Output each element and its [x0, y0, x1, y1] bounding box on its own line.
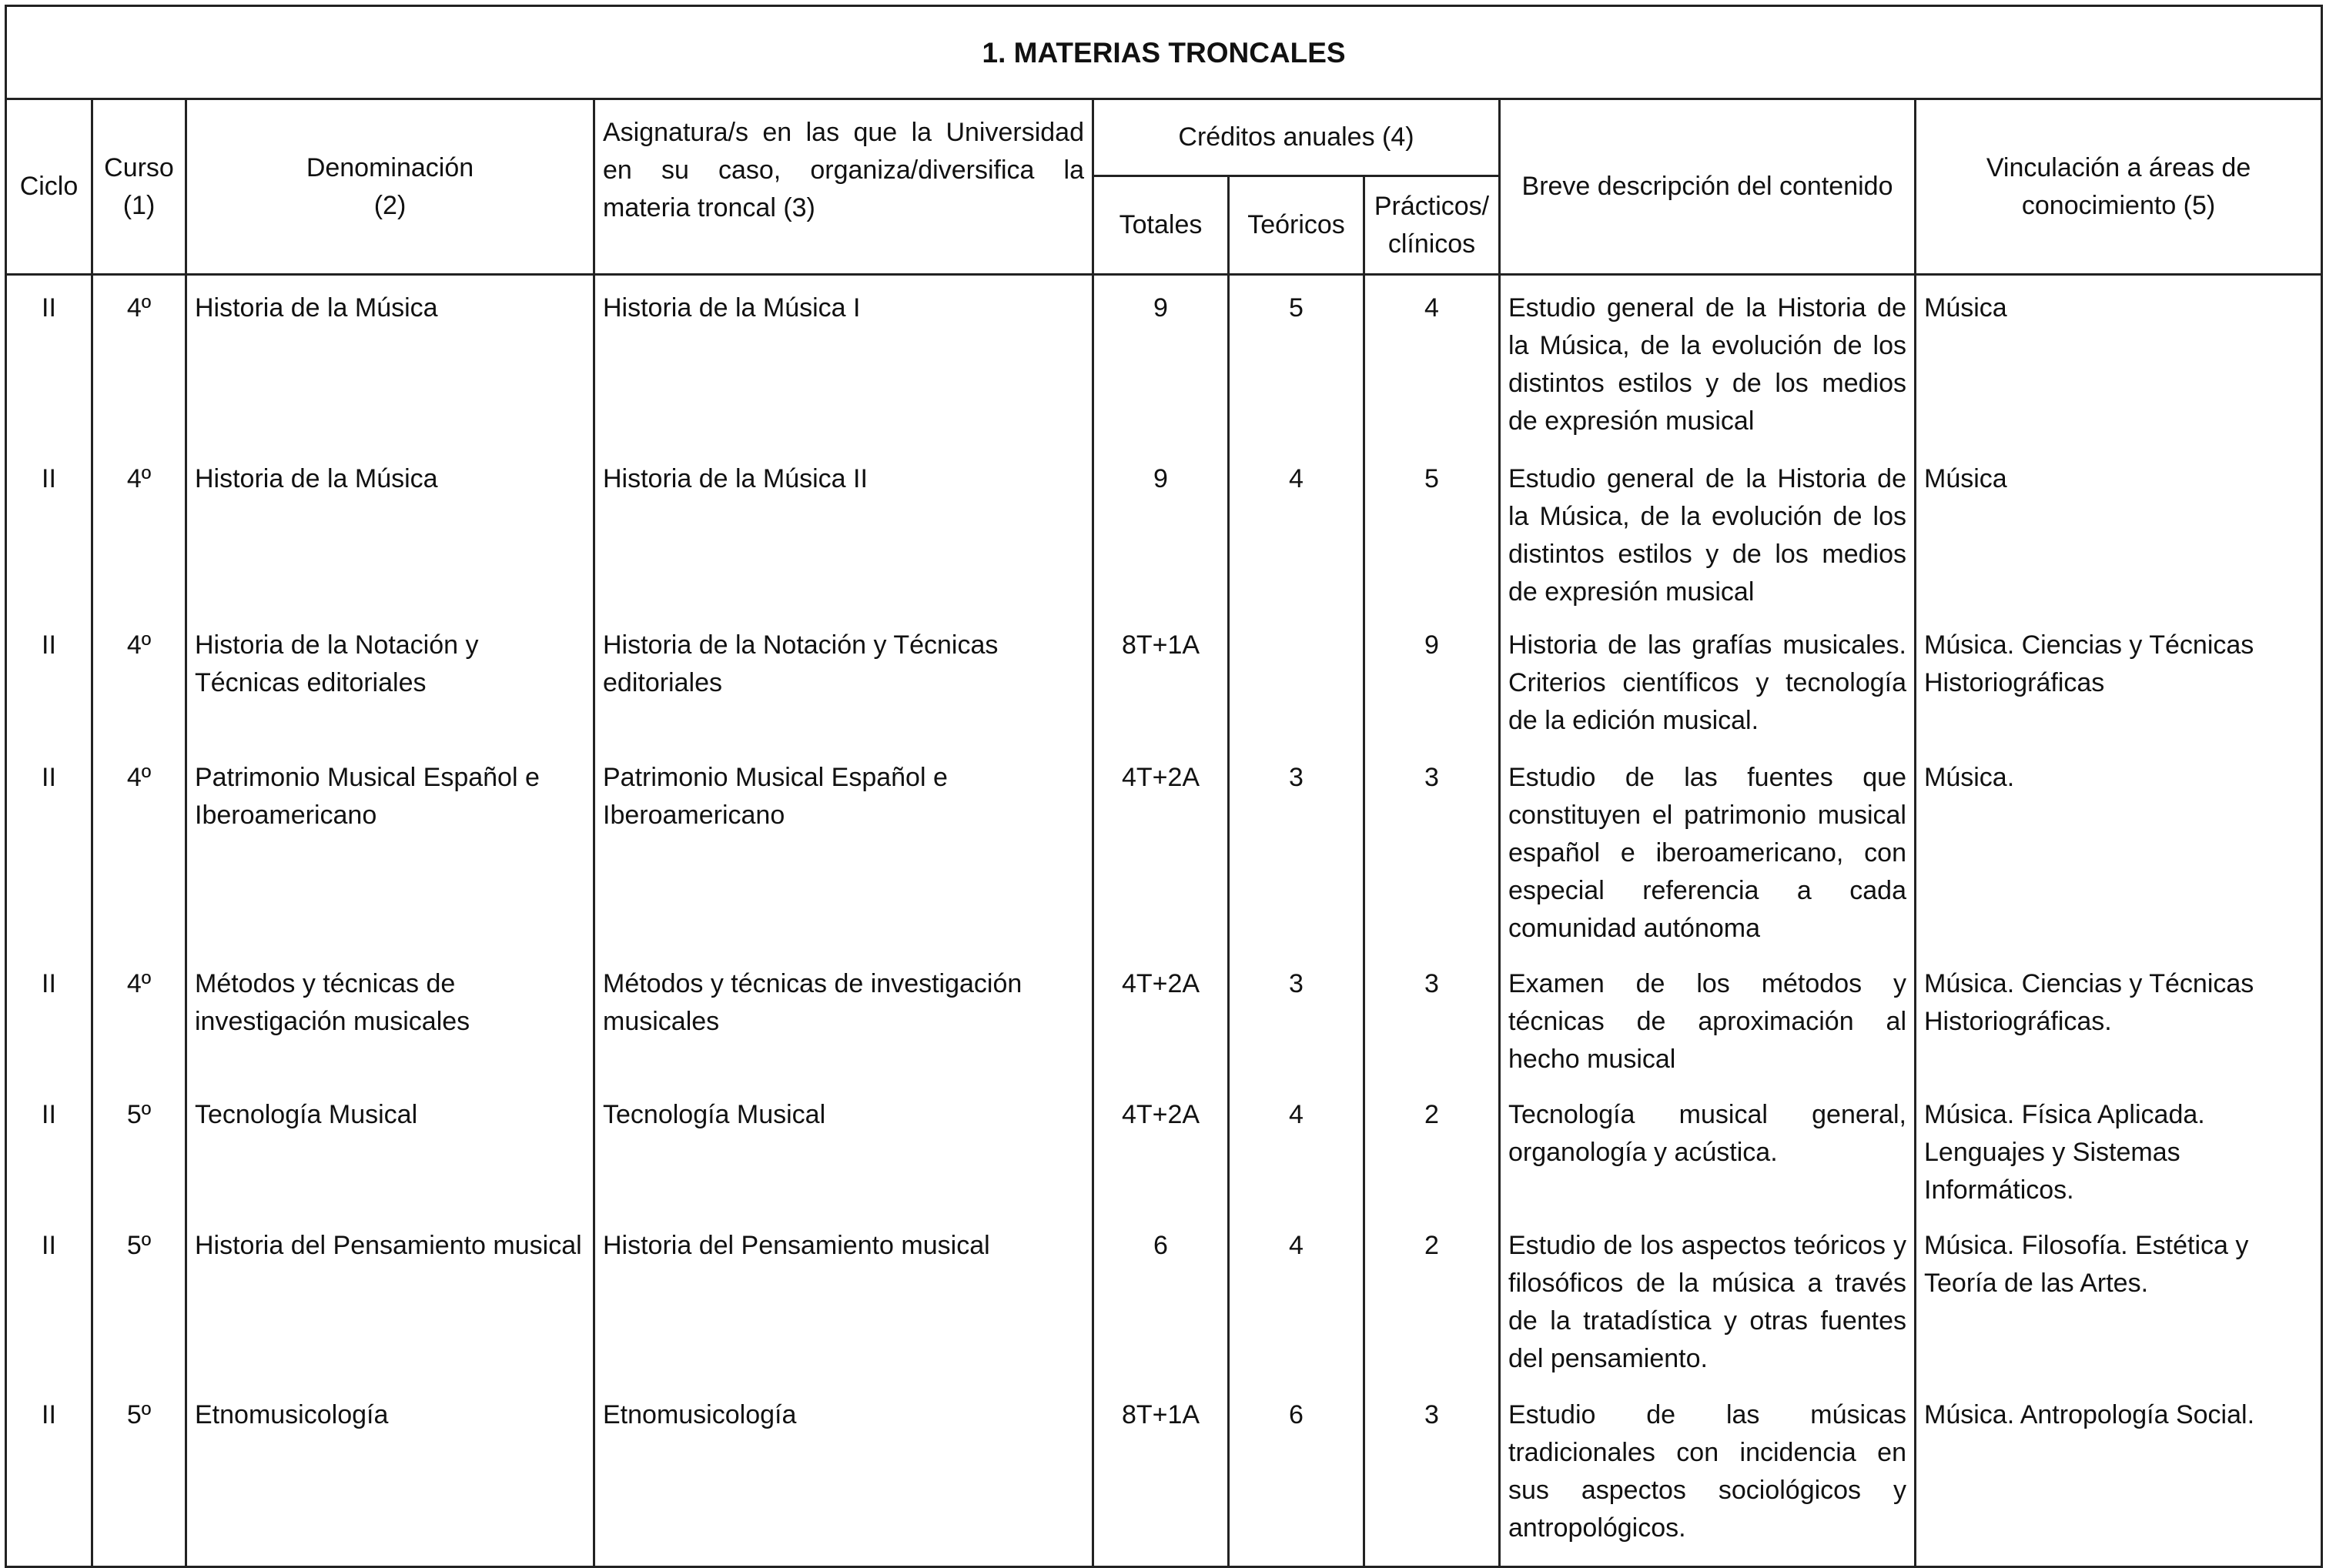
cell-practicos: 3: [1364, 1382, 1500, 1567]
cell-teoricos: 3: [1229, 951, 1364, 1082]
cell-descripcion: Estudio general de la Historia de la Música, de la evolución de los distintos estilos y de los medios de expresión musical: [1500, 275, 1916, 447]
cell-asignatura: Tecnología Musical: [594, 1082, 1093, 1213]
cell-practicos: 9: [1364, 613, 1500, 745]
cell-totales: 8T+1A: [1093, 613, 1229, 745]
header-teoricos: Teóricos: [1229, 176, 1364, 275]
header-creditos-anuales: Créditos anuales (4): [1093, 99, 1500, 176]
cell-teoricos: 5: [1229, 275, 1364, 447]
cell-ciclo: II: [6, 613, 92, 745]
table-row: [6, 1382, 2322, 1567]
cell-teoricos: 4: [1229, 446, 1364, 613]
cell-ciclo: II: [6, 1382, 92, 1567]
header-practicos: Prácticos/ clínicos: [1364, 176, 1500, 275]
cell-curso: 4º: [92, 613, 186, 745]
cell-descripcion: Estudio de las fuentes que constituyen el patrimonio musical español e iberoamericano, con especial referencia a cada comunidad autónoma: [1500, 745, 1916, 951]
cell-denominacion: Historia del Pensamiento musical: [186, 1213, 594, 1382]
cell-descripcion: Estudio general de la Historia de la Música, de la evolución de los distintos estilos y de los medios de expresión musical: [1500, 446, 1916, 613]
cell-practicos: 3: [1364, 951, 1500, 1082]
table-row: [6, 613, 2322, 745]
cell-totales: 4T+2A: [1093, 1082, 1229, 1213]
cell-denominacion: Patrimonio Musical Español e Iberoamericano: [186, 745, 594, 951]
cell-practicos: 2: [1364, 1213, 1500, 1382]
cell-descripcion: Examen de los métodos y técnicas de aproximación al hecho musical: [1500, 951, 1916, 1082]
cell-vinculacion: Música. Ciencias y Técnicas Historiográficas.: [1916, 951, 2322, 1082]
cell-denominacion: Historia de la Música: [186, 446, 594, 613]
cell-denominacion: Tecnología Musical: [186, 1082, 594, 1213]
header-asignatura: Asignatura/s en las que la Universidad en su caso, organiza/diversifica la materia troncal (3): [594, 99, 1093, 275]
cell-curso: 4º: [92, 275, 186, 447]
table-row: [6, 1213, 2322, 1382]
header-curso: Curso (1): [92, 99, 186, 275]
cell-ciclo: II: [6, 446, 92, 613]
cell-teoricos: 6: [1229, 1382, 1364, 1567]
cell-vinculacion: Música. Antropología Social.: [1916, 1382, 2322, 1567]
cell-totales: 4T+2A: [1093, 951, 1229, 1082]
cell-teoricos: 3: [1229, 745, 1364, 951]
cell-vinculacion: Música: [1916, 446, 2322, 613]
cell-denominacion: Métodos y técnicas de investigación musicales: [186, 951, 594, 1082]
cell-descripcion: Historia de las grafías musicales. Criterios científicos y tecnología de la edición musical.: [1500, 613, 1916, 745]
cell-ciclo: II: [6, 1213, 92, 1382]
cell-curso: 4º: [92, 745, 186, 951]
header-totales: Totales: [1093, 176, 1229, 275]
cell-teoricos: [1229, 613, 1364, 745]
cell-denominacion: Historia de la Música: [186, 275, 594, 447]
cell-curso: 4º: [92, 446, 186, 613]
cell-curso: 5º: [92, 1082, 186, 1213]
table-row: [6, 1082, 2322, 1213]
table-row: [6, 951, 2322, 1082]
cell-descripcion: Estudio de los aspectos teóricos y filosóficos de la música a través de la tratadística y otras fuentes del pensamiento.: [1500, 1213, 1916, 1382]
cell-asignatura: Patrimonio Musical Español e Iberoamericano: [594, 745, 1093, 951]
table-title: 1. MATERIAS TRONCALES: [6, 6, 2322, 99]
cell-denominacion: Historia de la Notación y Técnicas editoriales: [186, 613, 594, 745]
header-vinculacion: Vinculación a áreas de conocimiento (5): [1916, 99, 2322, 275]
cell-totales: 4T+2A: [1093, 745, 1229, 951]
cell-ciclo: II: [6, 275, 92, 447]
table-row: [6, 745, 2322, 951]
cell-totales: 8T+1A: [1093, 1382, 1229, 1567]
cell-totales: 6: [1093, 1213, 1229, 1382]
cell-practicos: 4: [1364, 275, 1500, 447]
cell-totales: 9: [1093, 275, 1229, 447]
cell-descripcion: Tecnología musical general, organología y acústica.: [1500, 1082, 1916, 1213]
cell-teoricos: 4: [1229, 1082, 1364, 1213]
cell-asignatura: Historia del Pensamiento musical: [594, 1213, 1093, 1382]
cell-descripcion: Estudio de las músicas tradicionales con incidencia en sus aspectos sociológicos y antropológicos.: [1500, 1382, 1916, 1567]
cell-curso: 4º: [92, 951, 186, 1082]
cell-asignatura: Historia de la Notación y Técnicas editoriales: [594, 613, 1093, 745]
cell-vinculacion: Música. Ciencias y Técnicas Historiográficas: [1916, 613, 2322, 745]
cell-curso: 5º: [92, 1213, 186, 1382]
cell-vinculacion: Música: [1916, 275, 2322, 447]
cell-asignatura: Historia de la Música I: [594, 275, 1093, 447]
cell-vinculacion: Música.: [1916, 745, 2322, 951]
header-ciclo: Ciclo: [6, 99, 92, 275]
cell-asignatura: Etnomusicología: [594, 1382, 1093, 1567]
table-row: [6, 446, 2322, 613]
table-row: [6, 275, 2322, 447]
cell-asignatura: Métodos y técnicas de investigación musicales: [594, 951, 1093, 1082]
header-descripcion: Breve descripción del contenido: [1500, 99, 1916, 275]
cell-curso: 5º: [92, 1382, 186, 1567]
cell-teoricos: 4: [1229, 1213, 1364, 1382]
cell-denominacion: Etnomusicología: [186, 1382, 594, 1567]
cell-ciclo: II: [6, 951, 92, 1082]
cell-totales: 9: [1093, 446, 1229, 613]
cell-asignatura: Historia de la Música II: [594, 446, 1093, 613]
materias-troncales-table: [5, 5, 2323, 1568]
cell-practicos: 5: [1364, 446, 1500, 613]
cell-ciclo: II: [6, 1082, 92, 1213]
cell-ciclo: II: [6, 745, 92, 951]
cell-vinculacion: Música. Filosofía. Estética y Teoría de las Artes.: [1916, 1213, 2322, 1382]
header-denominacion: Denominación (2): [186, 99, 594, 275]
cell-vinculacion: Música. Física Aplicada. Lenguajes y Sistemas Informáticos.: [1916, 1082, 2322, 1213]
cell-practicos: 3: [1364, 745, 1500, 951]
cell-practicos: 2: [1364, 1082, 1500, 1213]
